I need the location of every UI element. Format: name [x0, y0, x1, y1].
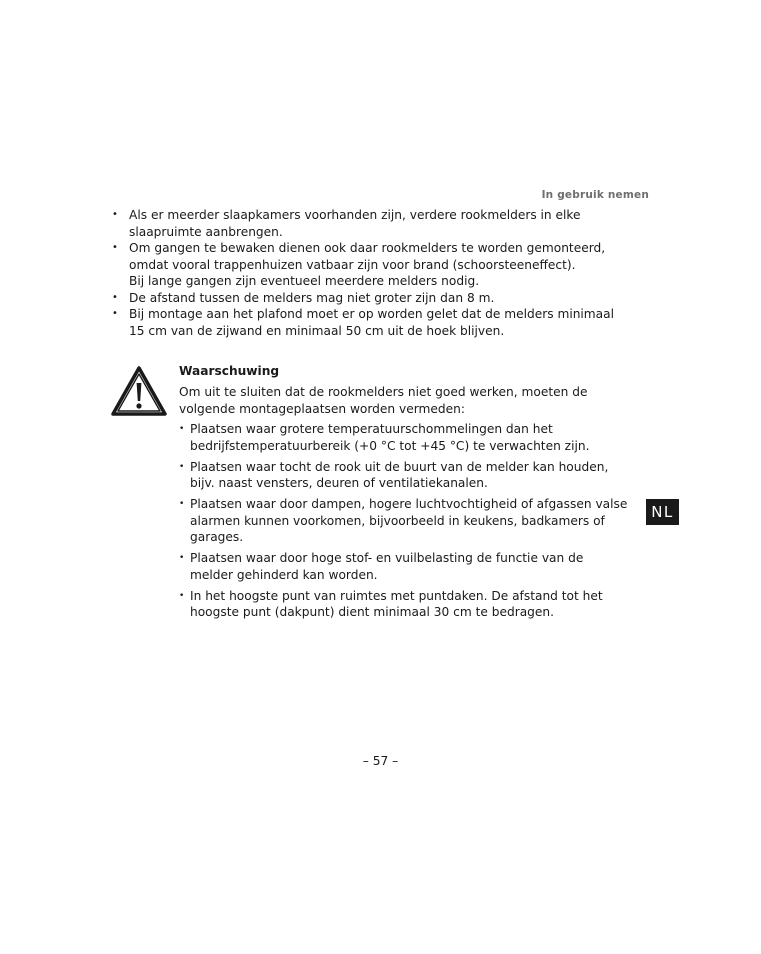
list-item: • Plaatsen waar door hoge stof- en vuilbelasting de functie van de melder gehinderd kan worden. — [179, 550, 649, 583]
language-tab: NL — [646, 499, 679, 525]
warning-block — [179, 362, 649, 625]
list-item: • Plaatsen waar grotere temperatuurschommelingen dan het bedrijfstemperatuurbereik (+0 °C tot +45 °C) te verwachten zijn. — [179, 421, 649, 454]
list-item: • Bij montage aan het plafond moet er op worden gelet dat de melders minimaal 15 cm van de zijwand en minimaal 50 cm uit de hoek blijven. — [112, 306, 652, 339]
list-item: • Als er meerder slaapkamers voorhanden zijn, verdere rookmelders in elke slaapruimte aanbrengen. — [112, 207, 652, 240]
warning-intro: Om uit te sluiten dat de rookmelders niet goed werken, moeten de volgende montageplaatsen worden vermeden: — [179, 385, 588, 416]
warning-list — [179, 421, 649, 621]
main-bullet-list — [112, 207, 652, 339]
warning-title: Waarschuwing — [179, 364, 280, 378]
list-item: • De afstand tussen de melders mag niet groter zijn dan 8 m. — [112, 290, 652, 307]
warning-triangle-icon — [111, 366, 167, 416]
list-item: • Om gangen te bewaken dienen ook daar rookmelders te worden gemonteerd, omdat vooral trappenhuizen vatbaar zijn voor brand (schoorsteeneffect). Bij lange gangen zijn eventueel meerdere melders nodig. — [112, 240, 652, 290]
page-number: – 57 – — [362, 754, 399, 768]
list-item: • In het hoogste punt van ruimtes met puntdaken. De afstand tot het hoogste punt (dakpunt) dient minimaal 30 cm te bedragen. — [179, 588, 649, 621]
list-item: • Plaatsen waar tocht de rook uit de buurt van de melder kan houden, bijv. naast vensters, deuren of ventilatiekanalen. — [179, 459, 649, 492]
section-header: In gebruik nemen — [541, 189, 649, 201]
list-item: • Plaatsen waar door dampen, hogere luchtvochtigheid of afgassen valse alarmen kunnen voorkomen, bijvoorbeeld in keukens, badkamers of garages. — [179, 496, 649, 546]
